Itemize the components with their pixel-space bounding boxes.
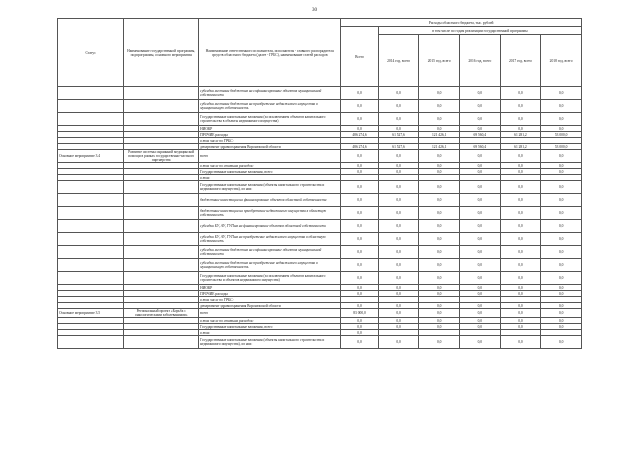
row-year-value: 0,0 bbox=[419, 324, 460, 330]
row-label: бюджетные инвестиции на финансирование объектов областной собственности bbox=[199, 194, 341, 207]
row-year-value: 0,0 bbox=[541, 233, 582, 246]
row-year-value: 0,0 bbox=[500, 309, 541, 318]
row-year-value: 0,0 bbox=[500, 194, 541, 207]
row-total-value: 0,0 bbox=[341, 291, 378, 297]
row-year-value: 0,0 bbox=[500, 181, 541, 194]
row-total-value: 486 274,6 bbox=[341, 144, 378, 150]
row-status: Основное мероприятие 3.4 bbox=[58, 150, 124, 163]
row-year-value: 53 000,0 bbox=[541, 144, 582, 150]
row-year-value: 0,0 bbox=[419, 87, 460, 100]
row-year-value: 0,0 bbox=[500, 126, 541, 132]
row-year-value: 0,0 bbox=[460, 233, 501, 246]
table-row bbox=[58, 309, 582, 318]
row-status bbox=[58, 181, 124, 194]
row-year-value: 0,0 bbox=[378, 126, 419, 132]
row-year-value: 0,0 bbox=[460, 207, 501, 220]
row-total-value: 0,0 bbox=[341, 272, 378, 285]
table-row bbox=[58, 272, 582, 285]
row-label: в том числе по статьям расходов: bbox=[199, 318, 341, 324]
row-year-value: 0,0 bbox=[378, 259, 419, 272]
row-year-value: 0,0 bbox=[419, 285, 460, 291]
row-year-value: 0,0 bbox=[419, 272, 460, 285]
row-year-value: 0,0 bbox=[541, 285, 582, 291]
row-year-value: 0,0 bbox=[460, 194, 501, 207]
row-year-value: 61 527,6 bbox=[378, 144, 419, 150]
row-year-value: 0,0 bbox=[500, 113, 541, 126]
row-status bbox=[58, 336, 124, 349]
row-year-value: 0,0 bbox=[378, 100, 419, 113]
row-year-value: 0,0 bbox=[500, 336, 541, 349]
row-total-value: 0,0 bbox=[341, 194, 378, 207]
row-year-value: 61 281,2 bbox=[500, 144, 541, 150]
row-label: субсидии местным бюджетам на софинансирование объектов муниципальной собственности bbox=[199, 87, 341, 100]
row-year-value: 0,0 bbox=[419, 113, 460, 126]
row-year-value: 0,0 bbox=[419, 259, 460, 272]
header-expenses-group: Расходы областного бюджета, тыс. рублей bbox=[341, 19, 582, 27]
budget-table bbox=[57, 18, 582, 349]
row-year-value: 0,0 bbox=[419, 309, 460, 318]
row-total-value: 0,0 bbox=[341, 259, 378, 272]
row-year-value: 0,0 bbox=[419, 100, 460, 113]
row-year-value: 0,0 bbox=[541, 291, 582, 297]
row-year-value: 0,0 bbox=[378, 169, 419, 175]
row-year-value: 0,0 bbox=[500, 100, 541, 113]
row-year-value: 61 527,6 bbox=[378, 132, 419, 138]
row-total-value: 486 274,6 bbox=[341, 132, 378, 138]
row-program bbox=[124, 194, 199, 207]
row-year-value: 0,0 bbox=[541, 318, 582, 324]
row-year-value: 0,0 bbox=[541, 100, 582, 113]
row-year-value: 0,0 bbox=[500, 169, 541, 175]
row-year-value: 0,0 bbox=[541, 169, 582, 175]
row-total-value: 0,0 bbox=[341, 169, 378, 175]
row-label: субсидии БУ, АУ, ГУПам на приобретение недвижимого имущества в областную собственность bbox=[199, 233, 341, 246]
row-program bbox=[124, 272, 199, 285]
row-year-value: 0,0 bbox=[541, 324, 582, 330]
header-program: Наименование государственной программы, подпрограммы, основного мероприятия bbox=[124, 19, 199, 87]
row-total-value: 0,0 bbox=[341, 330, 378, 336]
header-row bbox=[58, 19, 582, 27]
row-label: департамент здравоохранения Воронежской области bbox=[199, 303, 341, 309]
row-total-value: 0,0 bbox=[341, 207, 378, 220]
row-year-value: 0,0 bbox=[378, 272, 419, 285]
row-label: Государственные капитальные вложения (объекты капитального строительства и недвижимого имущества), из них: bbox=[199, 181, 341, 194]
row-year-value: 0,0 bbox=[541, 303, 582, 309]
row-year-value: 0,0 bbox=[541, 150, 582, 163]
row-label: всего bbox=[199, 150, 341, 163]
row-year-value: 0,0 bbox=[460, 220, 501, 233]
row-year-value: 0,0 bbox=[460, 318, 501, 324]
row-year-value: 0,0 bbox=[541, 194, 582, 207]
row-year-value: 0,0 bbox=[378, 233, 419, 246]
row-year-value: 0,0 bbox=[378, 207, 419, 220]
table-header bbox=[58, 19, 582, 87]
row-year-value: 0,0 bbox=[460, 169, 501, 175]
row-program bbox=[124, 207, 199, 220]
row-year-value: 0,0 bbox=[541, 181, 582, 194]
table-row bbox=[58, 207, 582, 220]
row-year-value: 0,0 bbox=[419, 163, 460, 169]
row-label: бюджетные инвестиции на приобретение недвижимого имущества в областную собственность bbox=[199, 207, 341, 220]
row-year-value: 0,0 bbox=[541, 87, 582, 100]
table-row bbox=[58, 150, 582, 163]
row-year-value: 0,0 bbox=[419, 126, 460, 132]
row-year-value: 0,0 bbox=[378, 194, 419, 207]
row-program bbox=[124, 181, 199, 194]
row-year-value: 0,0 bbox=[460, 163, 501, 169]
row-label: департамент здравоохранения Воронежской области bbox=[199, 144, 341, 150]
row-year-value: 0,0 bbox=[460, 259, 501, 272]
row-year-value: 0,0 bbox=[500, 150, 541, 163]
row-year-value: 0,0 bbox=[378, 291, 419, 297]
row-year-value: 0,0 bbox=[500, 87, 541, 100]
row-year-value: 0,0 bbox=[500, 246, 541, 259]
row-year-value: 0,0 bbox=[460, 272, 501, 285]
row-program bbox=[124, 113, 199, 126]
row-status bbox=[58, 113, 124, 126]
row-status bbox=[58, 220, 124, 233]
row-year-value: 0,0 bbox=[419, 220, 460, 233]
row-total-value: 0,0 bbox=[341, 285, 378, 291]
table-row bbox=[58, 181, 582, 194]
row-program bbox=[124, 336, 199, 349]
row-total-value: 0,0 bbox=[341, 126, 378, 132]
row-label: субсидии местным бюджетам на софинансирование объектов муниципальной собственности bbox=[199, 246, 341, 259]
row-year-value: 0,0 bbox=[500, 318, 541, 324]
row-label: Государственные капитальные вложения (за исключением объектов капитального строительства и объектов недвижимого имущества) bbox=[199, 272, 341, 285]
row-total-value: 0,0 bbox=[341, 113, 378, 126]
row-year-value: 0,0 bbox=[419, 303, 460, 309]
header-year: 2014 год, всего bbox=[378, 35, 419, 87]
row-program bbox=[124, 259, 199, 272]
table-row bbox=[58, 113, 582, 126]
row-year-value: 0,0 bbox=[378, 220, 419, 233]
row-year-value: 0,0 bbox=[500, 233, 541, 246]
row-year-value: 0,0 bbox=[541, 336, 582, 349]
row-year-value: 0,0 bbox=[460, 303, 501, 309]
row-program bbox=[124, 87, 199, 100]
row-year-value: 0,0 bbox=[460, 100, 501, 113]
row-status: Основное мероприятие 3.5 bbox=[58, 309, 124, 318]
row-year-value: 0,0 bbox=[460, 150, 501, 163]
row-program bbox=[124, 100, 199, 113]
row-year-value: 69 560,4 bbox=[460, 144, 501, 150]
row-year-value: 121 426,1 bbox=[419, 144, 460, 150]
table-row bbox=[58, 87, 582, 100]
row-year-value: 0,0 bbox=[460, 87, 501, 100]
row-year-value: 0,0 bbox=[500, 207, 541, 220]
row-year-value: 0,0 bbox=[419, 194, 460, 207]
row-year-value: 0,0 bbox=[378, 246, 419, 259]
row-label: всего bbox=[199, 309, 341, 318]
row-year-value: 0,0 bbox=[500, 220, 541, 233]
row-year-value: 0,0 bbox=[378, 285, 419, 291]
row-year-value: 0,0 bbox=[500, 259, 541, 272]
row-year-value: 0,0 bbox=[419, 181, 460, 194]
table-row bbox=[58, 246, 582, 259]
table-row bbox=[58, 194, 582, 207]
row-year-value: 61 281,2 bbox=[500, 132, 541, 138]
row-year-value: 0,0 bbox=[378, 150, 419, 163]
row-year-value: 69 560,4 bbox=[460, 132, 501, 138]
row-year-value: 53 000,0 bbox=[541, 132, 582, 138]
table-row bbox=[58, 336, 582, 349]
page-number: 30 bbox=[312, 8, 317, 13]
table-row bbox=[58, 100, 582, 113]
row-label: в том числе по ГРБС: bbox=[199, 297, 341, 303]
row-status bbox=[58, 207, 124, 220]
row-program bbox=[124, 246, 199, 259]
row-year-value: 0,0 bbox=[419, 207, 460, 220]
row-label: Государственные капитальные вложения (за исключением объектов капитального строительства в объекты недвижимого имущества) bbox=[199, 113, 341, 126]
row-year-value: 0,0 bbox=[541, 126, 582, 132]
row-year-value: 0,0 bbox=[378, 113, 419, 126]
row-total-value: 83 000,0 bbox=[341, 309, 378, 318]
table-row bbox=[58, 259, 582, 272]
row-label: в том числе по статьям расходов: bbox=[199, 163, 341, 169]
row-label: субсидии БУ, АУ, ГУПам на финансирование объектов областной собственности bbox=[199, 220, 341, 233]
row-year-value: 0,0 bbox=[419, 169, 460, 175]
row-year-value: 0,0 bbox=[378, 303, 419, 309]
row-total-value: 0,0 bbox=[341, 246, 378, 259]
header-status: Статус bbox=[58, 19, 124, 87]
row-year-value: 0,0 bbox=[541, 163, 582, 169]
row-year-value: 0,0 bbox=[500, 272, 541, 285]
row-year-value: 0,0 bbox=[378, 87, 419, 100]
row-year-value: 0,0 bbox=[378, 324, 419, 330]
row-year-value: 0,0 bbox=[500, 291, 541, 297]
row-year-value: 0,0 bbox=[378, 163, 419, 169]
row-year-value: 0,0 bbox=[500, 163, 541, 169]
row-year-value: 0,0 bbox=[419, 318, 460, 324]
row-program: Развитие системы окраинной медицинской помощи в рамках государственно-частного партнерства bbox=[124, 150, 199, 163]
row-label: в том числе по ГРБС: bbox=[199, 138, 341, 144]
row-label: в том: bbox=[199, 330, 341, 336]
row-label: НИОКР bbox=[199, 126, 341, 132]
row-label: ПРОЧИЕ расходы bbox=[199, 132, 341, 138]
row-label: Государственные капитальные вложения, всего bbox=[199, 324, 341, 330]
row-program: Региональный проект «Борьба с онкологическими заболеваниями» bbox=[124, 309, 199, 318]
row-year-value: 0,0 bbox=[419, 246, 460, 259]
row-status bbox=[58, 259, 124, 272]
row-total-value: 0,0 bbox=[341, 181, 378, 194]
row-year-value: 0,0 bbox=[460, 246, 501, 259]
header-year: 2016 год, всего bbox=[460, 35, 501, 87]
row-year-value: 0,0 bbox=[541, 259, 582, 272]
row-status bbox=[58, 100, 124, 113]
row-year-value: 0,0 bbox=[419, 336, 460, 349]
row-year-value: 0,0 bbox=[378, 336, 419, 349]
row-year-value: 0,0 bbox=[419, 233, 460, 246]
row-year-value: 0,0 bbox=[541, 113, 582, 126]
row-year-value: 0,0 bbox=[541, 220, 582, 233]
row-total-value: 0,0 bbox=[341, 233, 378, 246]
row-year-value: 0,0 bbox=[419, 291, 460, 297]
header-year: 2017 год, всего bbox=[500, 35, 541, 87]
row-total-value: 0,0 bbox=[341, 303, 378, 309]
row-total-value: 0,0 bbox=[341, 150, 378, 163]
header-total: Всего bbox=[341, 27, 378, 87]
row-program bbox=[124, 220, 199, 233]
row-year-value: 0,0 bbox=[378, 318, 419, 324]
header-year: 2018 год, всего bbox=[541, 35, 582, 87]
table-body bbox=[58, 87, 582, 349]
row-year-value: 0,0 bbox=[378, 181, 419, 194]
row-year-value: 0,0 bbox=[541, 246, 582, 259]
row-year-value: 0,0 bbox=[541, 309, 582, 318]
table-row bbox=[58, 233, 582, 246]
row-label: субсидии местным бюджетам на приобретение недвижимого имущества в муниципальную собственность bbox=[199, 100, 341, 113]
row-label: Государственные капитальные вложения, всего bbox=[199, 169, 341, 175]
row-total-value: 0,0 bbox=[341, 220, 378, 233]
row-year-value: 0,0 bbox=[500, 324, 541, 330]
row-year-value: 0,0 bbox=[500, 285, 541, 291]
row-label: НИОКР bbox=[199, 285, 341, 291]
row-total-value: 0,0 bbox=[341, 318, 378, 324]
row-total-value: 0,0 bbox=[341, 100, 378, 113]
header-year: 2015 год, всего bbox=[419, 35, 460, 87]
row-year-value: 0,0 bbox=[460, 126, 501, 132]
row-year-value: 0,0 bbox=[460, 181, 501, 194]
row-status bbox=[58, 87, 124, 100]
row-total-value: 0,0 bbox=[341, 163, 378, 169]
row-status bbox=[58, 233, 124, 246]
row-year-value: 0,0 bbox=[378, 309, 419, 318]
row-year-value: 0,0 bbox=[500, 303, 541, 309]
row-year-value: 0,0 bbox=[460, 324, 501, 330]
row-label: ПРОЧИЕ расходы bbox=[199, 291, 341, 297]
row-label: Государственные капитальные вложения (объекты капитального строительства и недвижимого имущества), из них: bbox=[199, 336, 341, 349]
row-year-value: 0,0 bbox=[460, 285, 501, 291]
table-row bbox=[58, 220, 582, 233]
row-total-value: 0,0 bbox=[341, 336, 378, 349]
row-program bbox=[124, 233, 199, 246]
row-year-value: 0,0 bbox=[460, 113, 501, 126]
header-years-group: в том числе по годам реализации государственной программы bbox=[378, 27, 581, 35]
row-label: субсидии местным бюджетам на приобретение недвижимого имущества в муниципальную собственность bbox=[199, 259, 341, 272]
row-year-value: 0,0 bbox=[460, 309, 501, 318]
header-responsible: Наименование ответственного исполнителя, исполнителя - главного распорядителя средств областного бюджета (далее - ГРБС), наименование статей расходов bbox=[199, 19, 341, 87]
row-total-value: 0,0 bbox=[341, 324, 378, 330]
row-year-value: 0,0 bbox=[460, 336, 501, 349]
row-year-value: 0,0 bbox=[419, 150, 460, 163]
row-year-value: 0,0 bbox=[541, 272, 582, 285]
row-label: в том: bbox=[199, 175, 341, 181]
row-year-value: 121 426,1 bbox=[419, 132, 460, 138]
row-status bbox=[58, 194, 124, 207]
row-status bbox=[58, 246, 124, 259]
row-total-value: 0,0 bbox=[341, 87, 378, 100]
row-year-value: 0,0 bbox=[541, 207, 582, 220]
row-year-value: 0,0 bbox=[460, 291, 501, 297]
row-status bbox=[58, 272, 124, 285]
